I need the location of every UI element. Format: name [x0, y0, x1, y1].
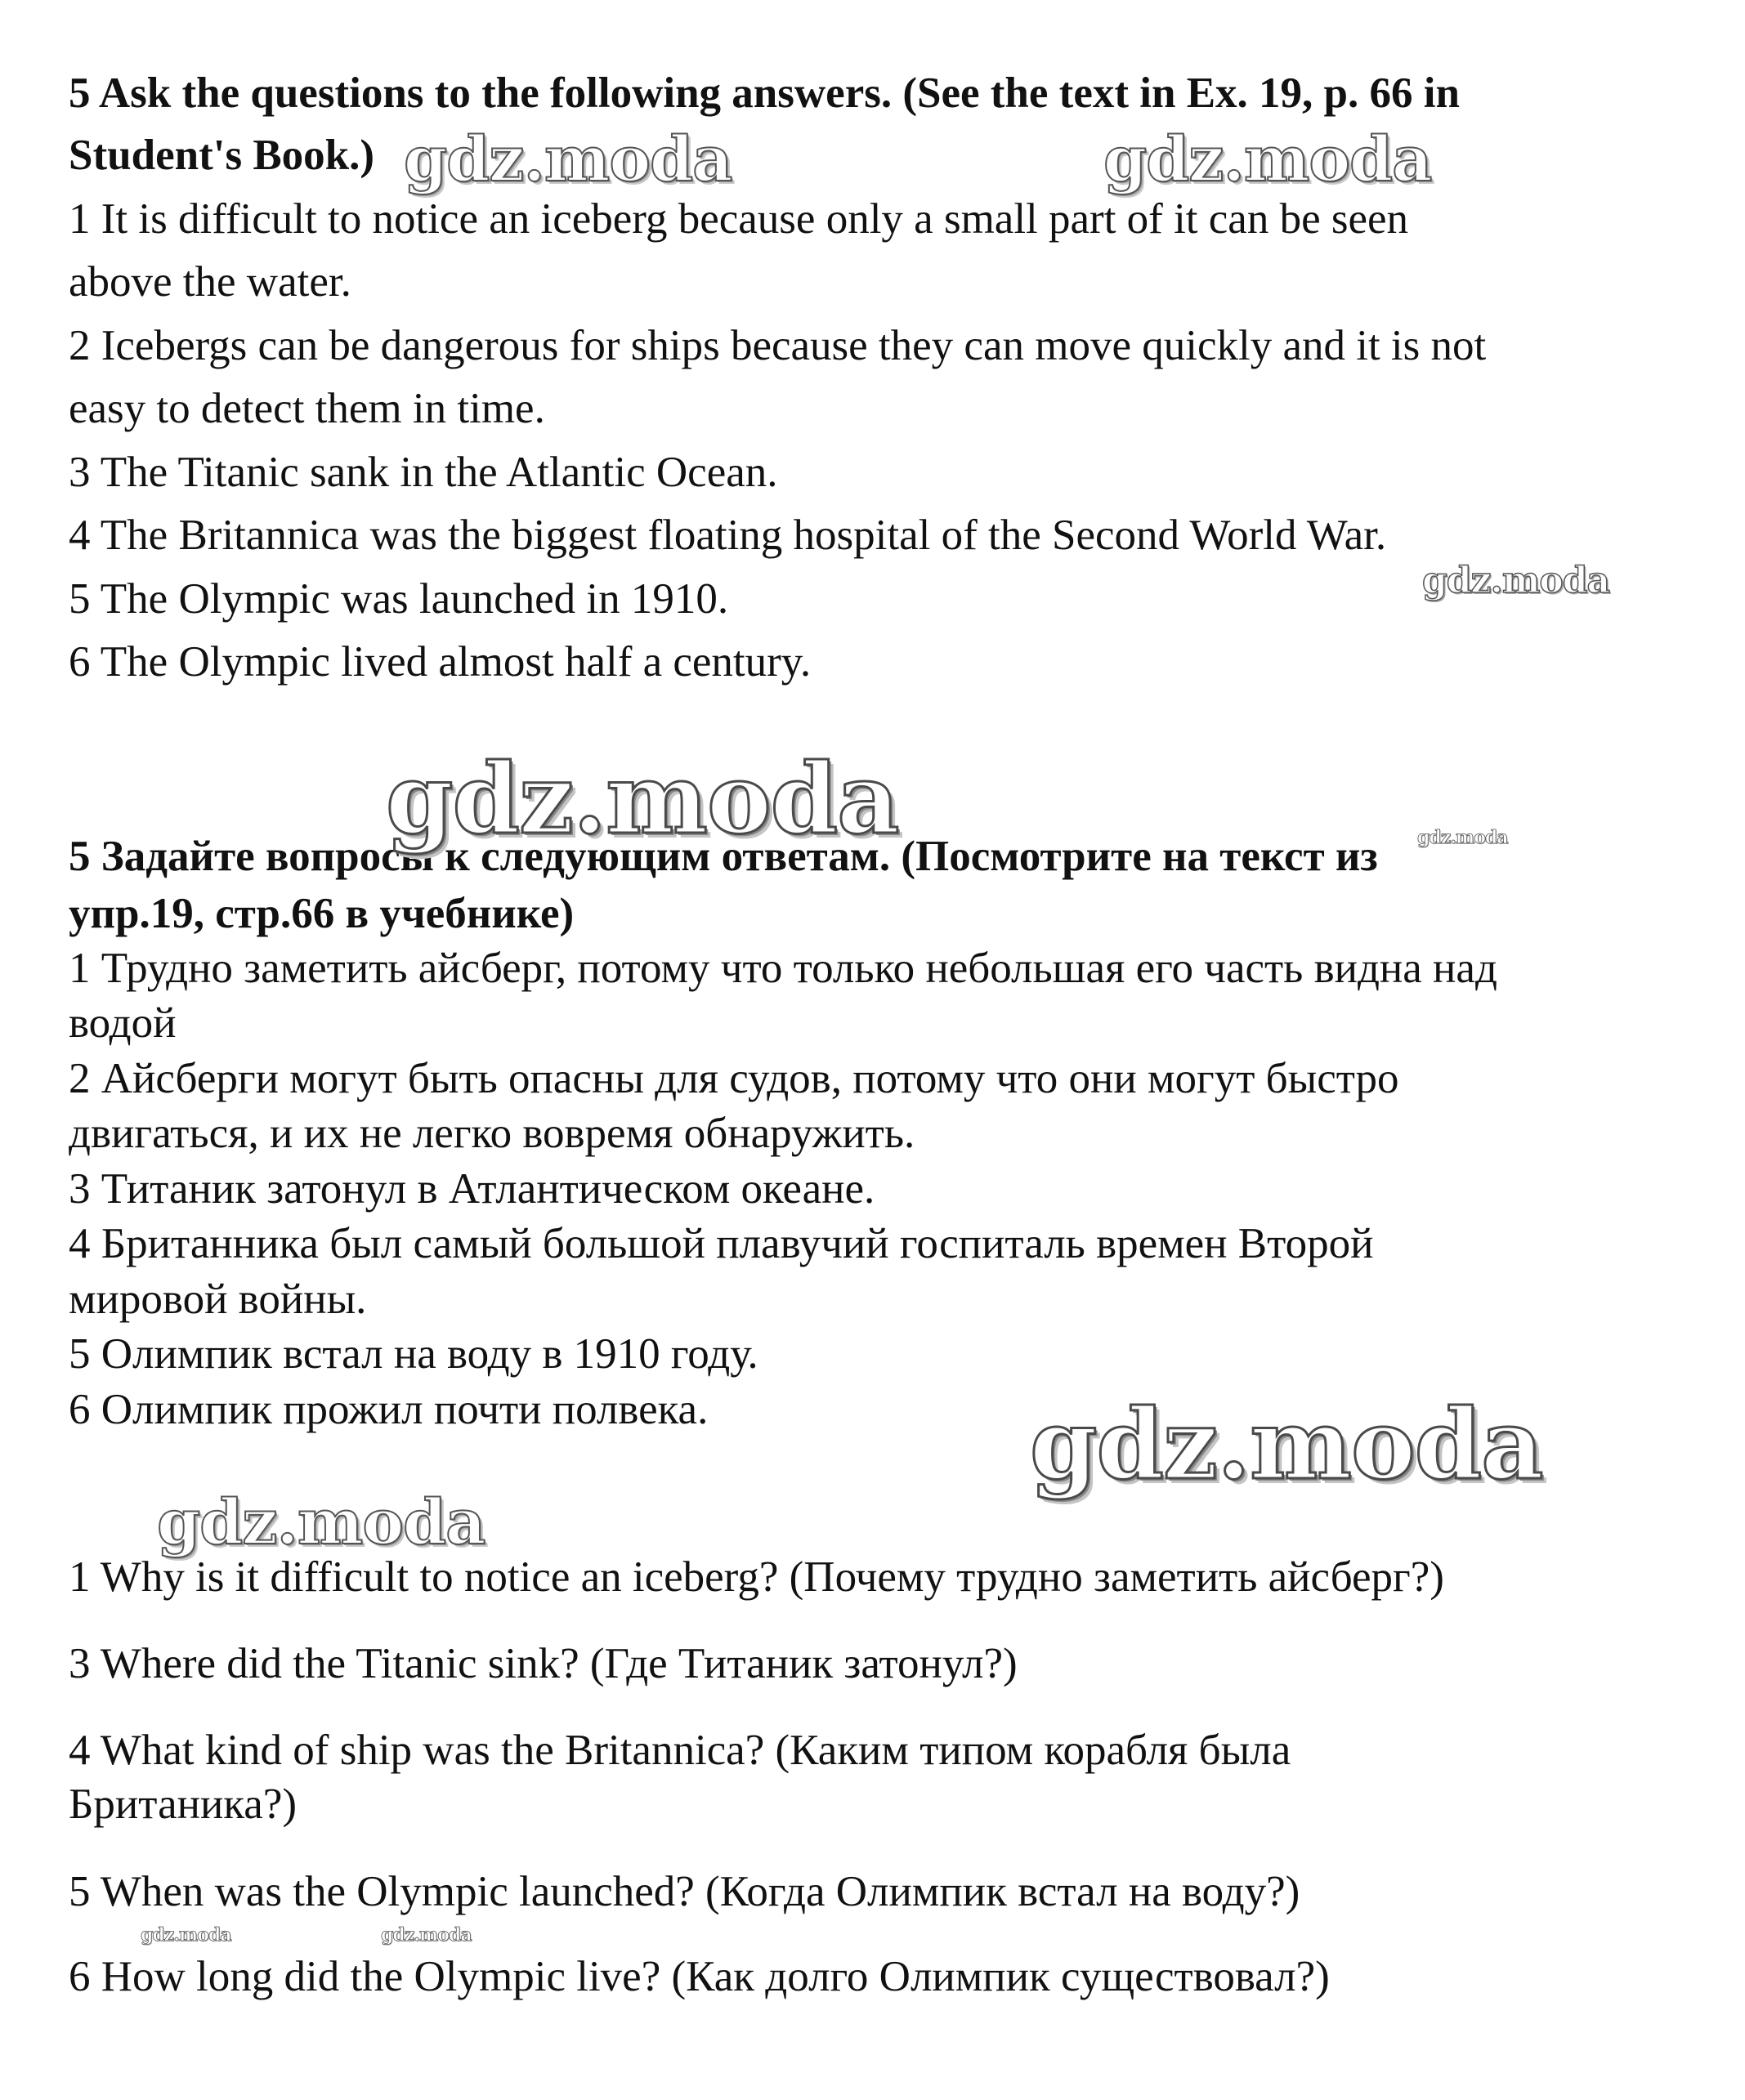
- question-line: Британика?): [69, 1781, 298, 1828]
- russian-answer-line: 3 Титаник затонул в Атлантическом океане.: [69, 1165, 875, 1213]
- watermark-logo: gdz.moda: [1103, 123, 1432, 195]
- question-line: 1 Why is it difficult to notice an iceberg? (Почему трудно заметить айсберг?): [69, 1553, 1444, 1601]
- watermark-logo: gdz.moda: [381, 1924, 472, 1946]
- question-line: 3 Where did the Titanic sink? (Где Титаник затонул?): [69, 1640, 1018, 1687]
- english-answer-line: easy to detect them in time.: [69, 385, 545, 432]
- russian-answer-line: двигаться, и их не легко вовремя обнаружить.: [69, 1110, 915, 1157]
- russian-answer-line: мировой войны.: [69, 1276, 367, 1323]
- watermark-logo: gdz.moda: [157, 1486, 485, 1558]
- english-answer-line: 6 The Olympic lived almost half a century.: [69, 638, 812, 686]
- english-answer-line: 1 It is difficult to notice an iceberg because only a small part of it can be seen: [69, 195, 1409, 243]
- watermark-logo: gdz.moda: [1422, 560, 1610, 601]
- russian-answer-line: 6 Олимпик прожил почти полвека.: [69, 1386, 709, 1433]
- watermark-logo: gdz.moda: [404, 123, 732, 195]
- english-heading-line-2: Student's Book.): [69, 132, 375, 179]
- english-heading-line-1: 5 Ask the questions to the following answers. (See the text in Ex. 19, p. 66 in: [69, 69, 1460, 117]
- question-line: 4 What kind of ship was the Britannica? (Каким типом корабля была: [69, 1727, 1291, 1774]
- russian-answer-line: 2 Айсберги могут быть опасны для судов, потому что они могут быстро: [69, 1055, 1399, 1102]
- russian-heading-line-2: упр.19, стр.66 в учебнике): [69, 890, 575, 937]
- english-answer-line: 3 The Titanic sank in the Atlantic Ocean.: [69, 449, 778, 496]
- russian-answer-line: 1 Трудно заметить айсберг, потому что только небольшая его часть видна над: [69, 945, 1497, 992]
- question-line: 6 How long did the Olympic live? (Как долго Олимпик существовал?): [69, 1953, 1330, 2000]
- russian-answer-line: 4 Британника был самый большой плавучий госпиталь времен Второй: [69, 1220, 1374, 1267]
- english-answer-line: 2 Icebergs can be dangerous for ships because they can move quickly and it is not: [69, 322, 1487, 369]
- english-answer-line: 5 The Olympic was launched in 1910.: [69, 575, 729, 623]
- watermark-logo: gdz.moda: [1030, 1387, 1543, 1501]
- russian-heading-line-1: 5 Задайте вопросы к следующим ответам. (Посмотрите на текст из: [69, 833, 1378, 880]
- watermark-logo: gdz.moda: [386, 742, 899, 856]
- english-answer-line: above the water.: [69, 258, 351, 306]
- english-answer-line: 4 The Britannica was the biggest floating hospital of the Second World War.: [69, 512, 1387, 559]
- russian-answer-line: 5 Олимпик встал на воду в 1910 году.: [69, 1330, 758, 1378]
- question-line: 5 When was the Olympic launched? (Когда Олимпик встал на воду?): [69, 1868, 1300, 1915]
- watermark-logo: gdz.moda: [141, 1924, 231, 1946]
- watermark-logo: gdz.moda: [1417, 827, 1508, 848]
- russian-answer-line: водой: [69, 999, 177, 1047]
